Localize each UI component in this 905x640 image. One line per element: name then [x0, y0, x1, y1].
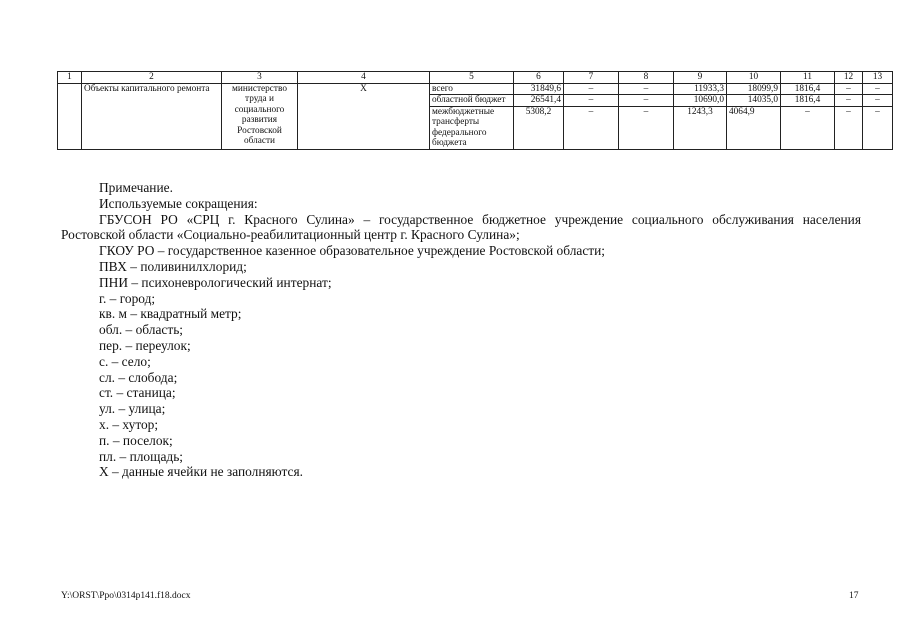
header-cell: 11 [781, 72, 835, 84]
value-cell: – [619, 106, 674, 149]
budget-table [57, 71, 893, 150]
note-item: ГБУСОН РО «СРЦ г. Красного Сулина» – государственное бюджетное учреждение социального обслуживания населения Ростовской области «Социально-реабилитационный центр г. Красного Сулина»; [61, 211, 861, 243]
object-cell: Объекты капитального ремонта [82, 83, 222, 149]
value-cell: – [781, 106, 835, 149]
note-item: ул. – улица; [99, 401, 166, 417]
note-item: ПНИ – психоневрологический интернат; [99, 274, 332, 290]
value-cell: – [835, 83, 863, 95]
header-cell: 10 [727, 72, 781, 84]
value-cell: – [835, 95, 863, 107]
note-item: с. – село; [99, 353, 151, 369]
value-cell: – [564, 83, 619, 95]
notes-section [61, 180, 861, 480]
note-item: пл. – площадь; [99, 448, 184, 464]
value-cell: 18099,9 [727, 83, 781, 95]
note-item: ПВХ – поливинилхлорид; [99, 258, 247, 274]
value-cell: 31849,6 [514, 83, 564, 95]
row-number-cell [58, 83, 82, 149]
note-item: х. – хутор; [99, 416, 159, 432]
note-item: сл. – слобода; [99, 369, 178, 385]
notes-title: Примечание. [99, 180, 173, 195]
executor-cell: министерство труда и социального развития Ростовской области [222, 83, 298, 149]
note-item: обл. – область; [99, 322, 184, 338]
header-cell: 7 [564, 72, 619, 84]
note-item: ст. – станица; [99, 385, 176, 401]
value-cell: – [564, 106, 619, 149]
source-cell: межбюджетные трансферты федерального бюджета [430, 106, 514, 149]
source-cell: областной бюджет [430, 95, 514, 107]
header-cell: 5 [430, 72, 514, 84]
code-cell: Х [298, 83, 430, 149]
value-cell: – [863, 83, 893, 95]
page-number: 17 [849, 591, 859, 601]
table-row [58, 83, 893, 95]
value-cell: 14035,0 [727, 95, 781, 107]
note-item: г. – город; [99, 290, 156, 306]
note-item: ГКОУ РО – государственное казенное образовательное учреждение Ростовской области; [99, 243, 605, 259]
header-cell: 6 [514, 72, 564, 84]
value-cell: – [619, 83, 674, 95]
header-cell: 8 [619, 72, 674, 84]
value-cell: – [619, 95, 674, 107]
value-cell: 10690,0 [674, 95, 727, 107]
notes-intro: Используемые сокращения: [99, 195, 258, 211]
note-item: Х – данные ячейки не заполняются. [99, 464, 303, 480]
value-cell: – [863, 95, 893, 107]
header-cell: 1 [58, 72, 82, 84]
value-cell: 5308,2 [514, 106, 564, 149]
value-cell: 1816,4 [781, 95, 835, 107]
value-cell: – [863, 106, 893, 149]
header-cell: 4 [298, 72, 430, 84]
header-cell: 12 [835, 72, 863, 84]
note-item: пер. – переулок; [99, 337, 191, 353]
value-cell: 11933,3 [674, 83, 727, 95]
header-cell: 13 [863, 72, 893, 84]
value-cell: 1243,3 [674, 106, 727, 149]
footer-file-path: Y:\ORST\Ppo\0314p141.f18.docx [61, 591, 191, 601]
header-cell: 2 [82, 72, 222, 84]
source-cell: всего [430, 83, 514, 95]
header-cell: 3 [222, 72, 298, 84]
header-cell: 9 [674, 72, 727, 84]
value-cell: – [564, 95, 619, 107]
value-cell: 26541,4 [514, 95, 564, 107]
value-cell: – [835, 106, 863, 149]
value-cell: 4064,9 [727, 106, 781, 149]
note-item: п. – поселок; [99, 432, 173, 448]
note-item: кв. м – квадратный метр; [99, 306, 242, 322]
value-cell: 1816,4 [781, 83, 835, 95]
table-header-row [58, 72, 893, 84]
